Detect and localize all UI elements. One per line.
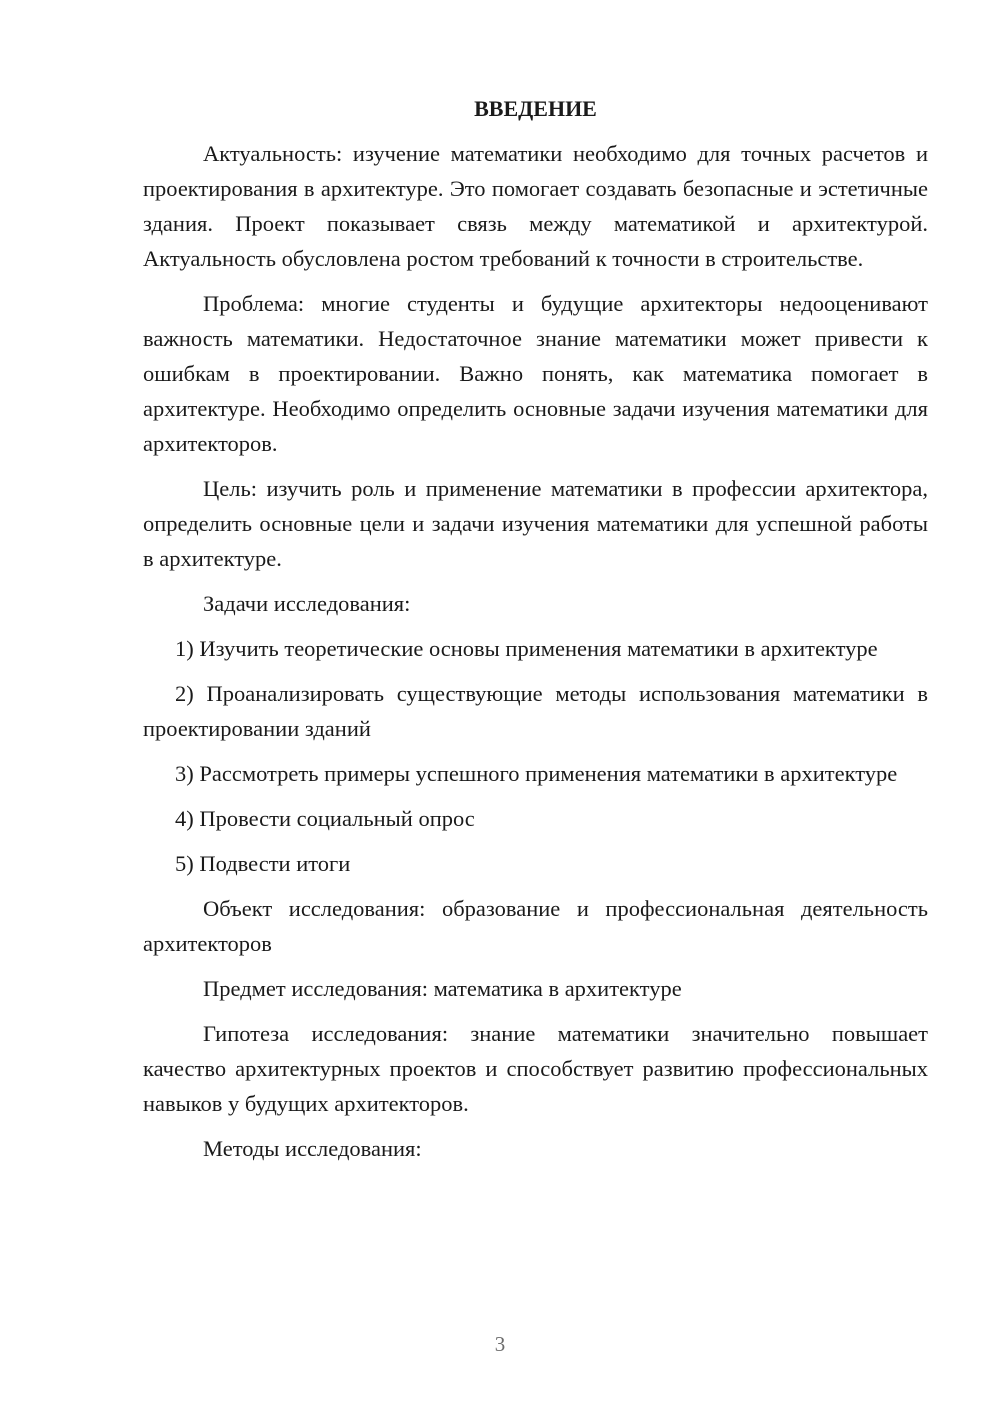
page-content bbox=[143, 92, 928, 1176]
paragraph-subject: Предмет исследования: математика в архитектуре bbox=[203, 976, 682, 1001]
paragraph-relevance: Актуальность: изучение математики необходимо для точных расчетов и проектирования в архитектуре. Это помогает создавать безопасные и эстетичные здания. Проект показывает связь между математикой и архитектурой. Актуальность обусловлена ростом требований к точности в строительстве. bbox=[143, 141, 928, 271]
task-item-4: 4) Провести социальный опрос bbox=[175, 806, 475, 831]
page-number: 3 bbox=[494, 1332, 506, 1356]
paragraph-hypothesis: Гипотеза исследования: знание математики значительно повышает качество архитектурных проектов и способствует развитию профессиональных навыков у будущих архитекторов. bbox=[143, 1021, 928, 1116]
task-item-3: 3) Рассмотреть примеры успешного применения математики в архитектуре bbox=[175, 761, 898, 786]
paragraph-methods: Методы исследования: bbox=[203, 1136, 422, 1161]
task-item-1: 1) Изучить теоретические основы применения математики в архитектуре bbox=[175, 636, 878, 661]
section-heading: ВВЕДЕНИЕ bbox=[474, 96, 597, 121]
paragraph-object: Объект исследования: образование и профессиональная деятельность архитекторов bbox=[143, 896, 928, 956]
task-item-2: 2) Проанализировать существующие методы использования математики в проектировании зданий bbox=[143, 681, 928, 741]
tasks-title: Задачи исследования: bbox=[203, 591, 411, 616]
task-item-5: 5) Подвести итоги bbox=[175, 851, 351, 876]
paragraph-problem: Проблема: многие студенты и будущие архитекторы недооценивают важность математики. Недостаточное знание математики может привести к ошибкам в проектировании. Важно понять, как математика помогает в архитектуре. Необходимо определить основные задачи изучения математики для архитекторов. bbox=[143, 291, 928, 456]
paragraph-goal: Цель: изучить роль и применение математики в профессии архитектора, определить основные цели и задачи изучения математики для успешной работы в архитектуре. bbox=[143, 476, 928, 571]
